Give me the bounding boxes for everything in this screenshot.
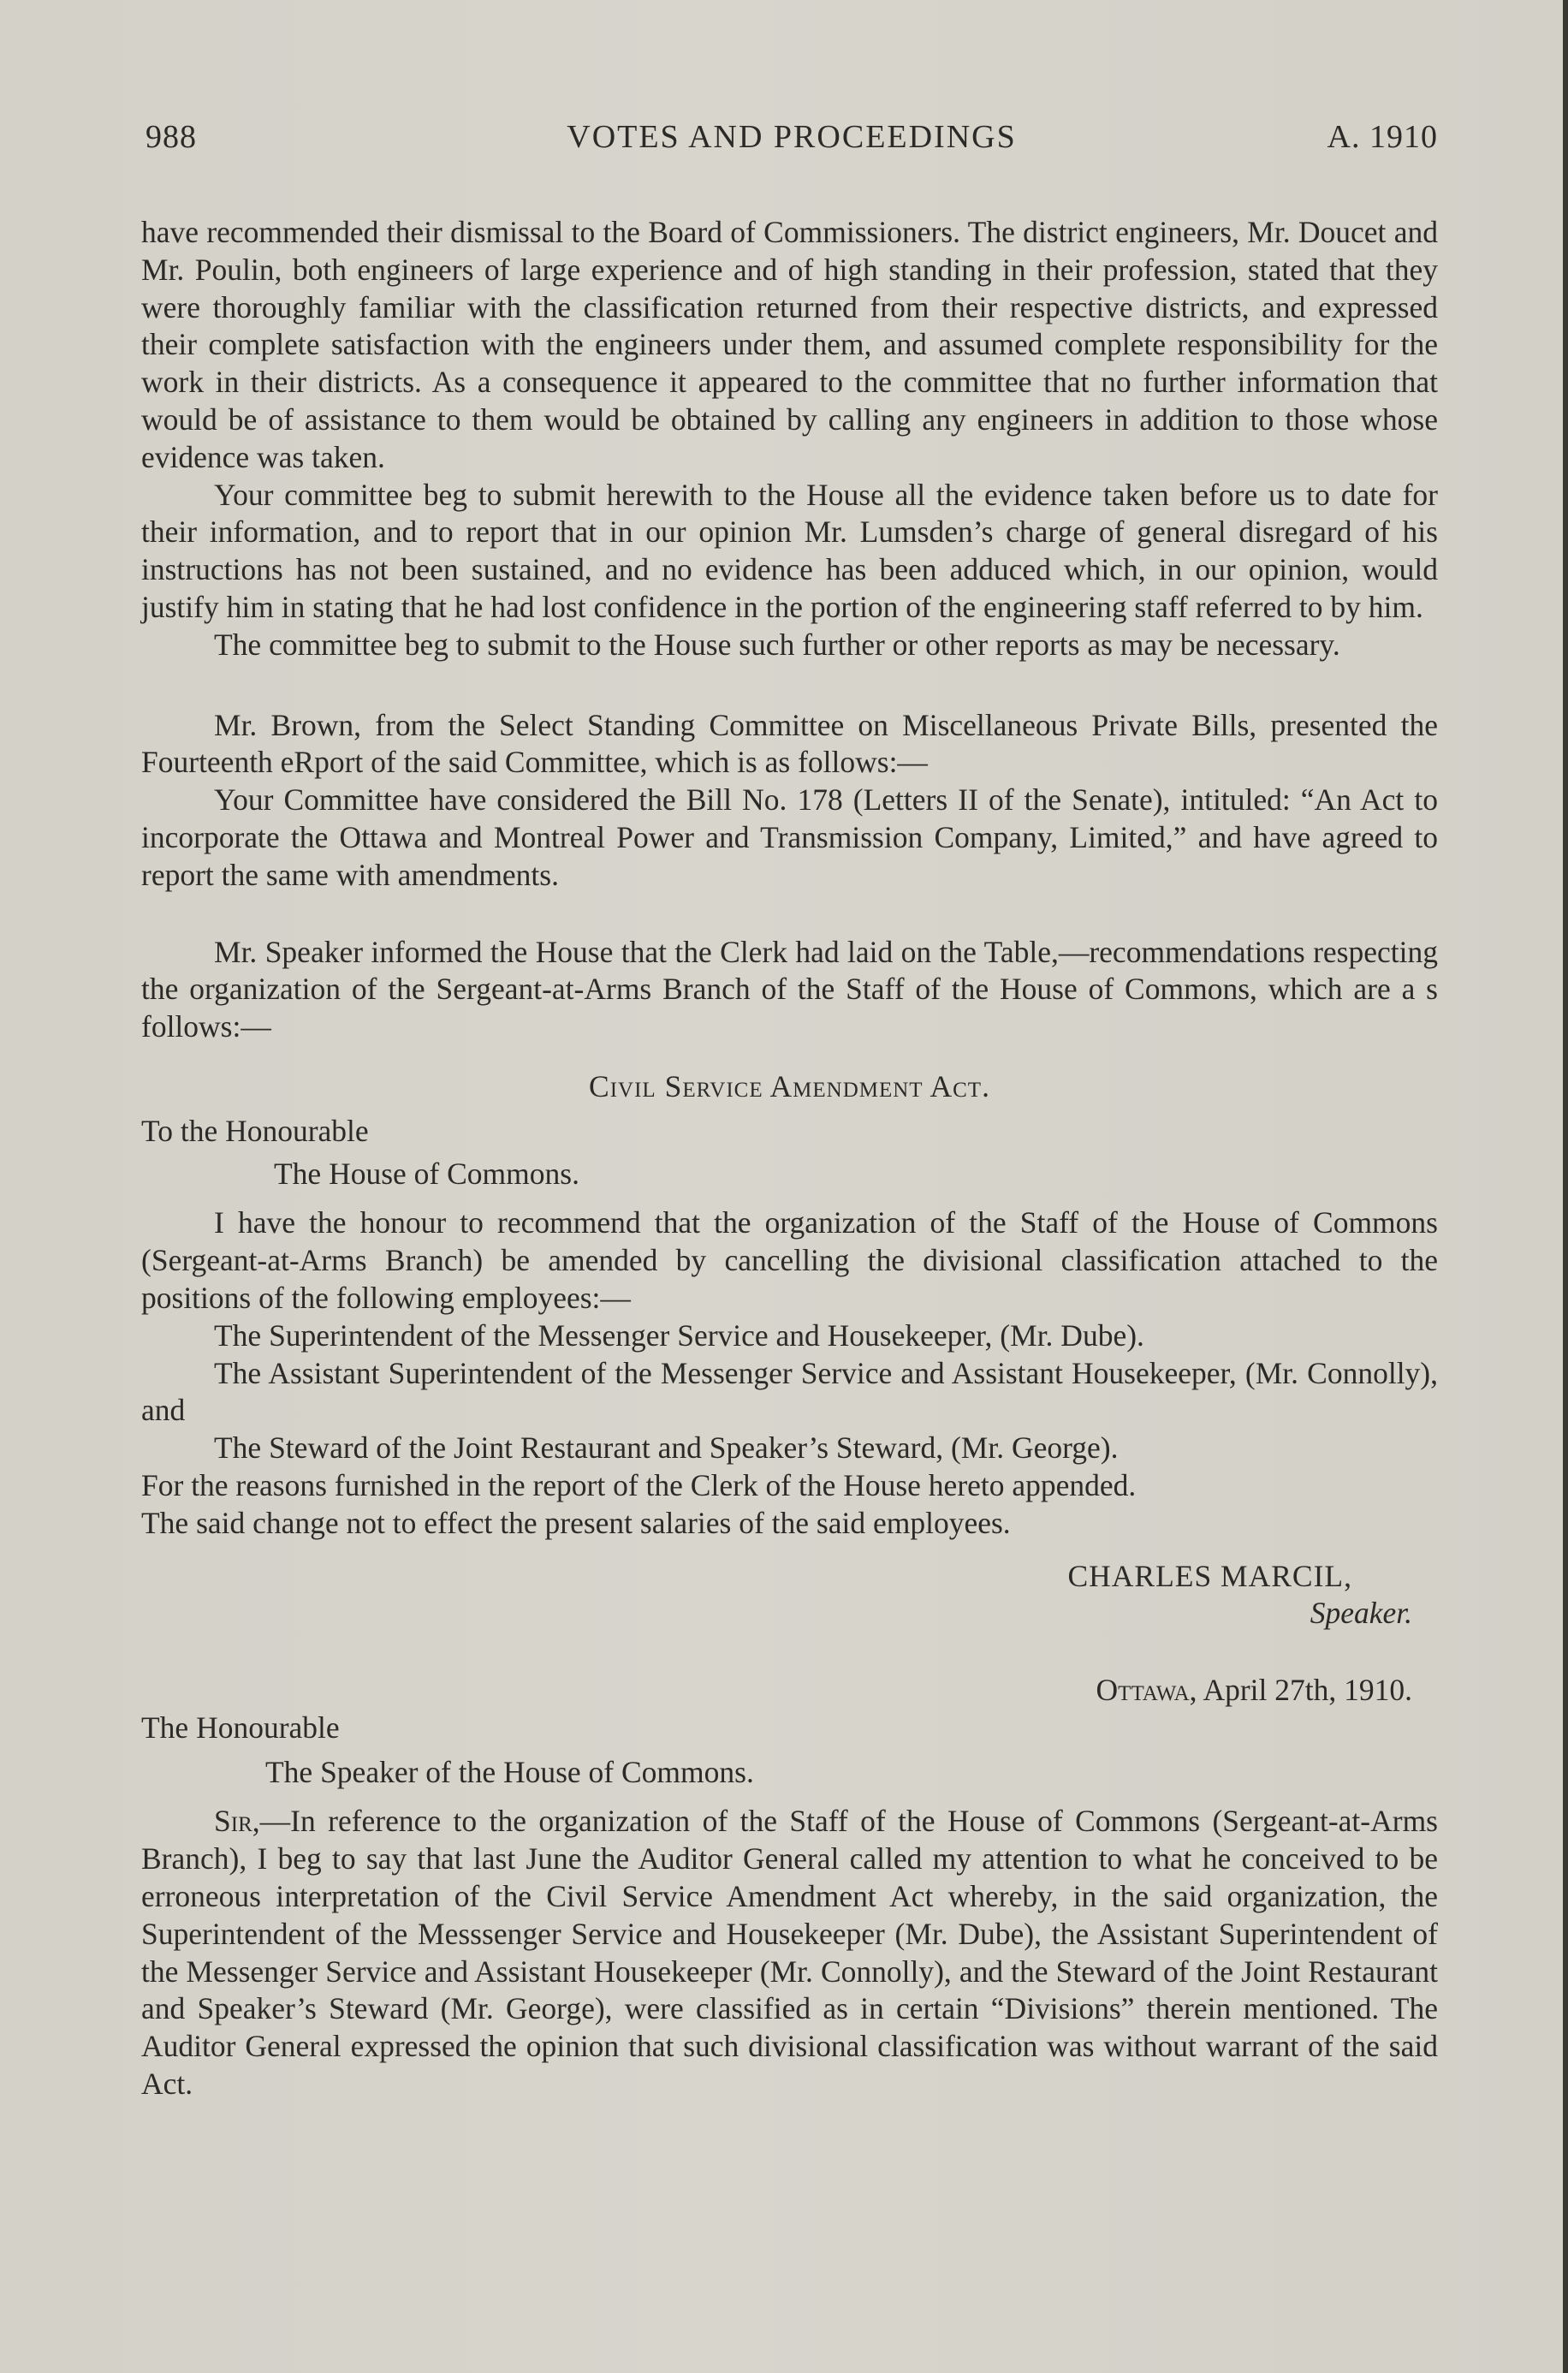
session-year: A. 1910 bbox=[1327, 119, 1438, 155]
signature-title: Speaker. bbox=[1310, 1596, 1412, 1631]
paragraph-speaker-informed: Mr. Speaker informed the House that the Clerk had laid on the Table,—recommendations respecting the organization of the Sergeant-at-Arms Branch of the Staff of the House of Commons, which are a s follows:— bbox=[141, 934, 1438, 1044]
letter-text: —In reference to the organization of the Staff of the House of Commons (Sergeant-at-Arms Branch), I beg to say that last June the Auditor General called my attention to what he conceived to be erroneous interpretation of the Civil Service Amendment Act whereby, in the said organization, the Superintendent of the Messsenger Service and Housekeeper (Mr. Dube), the Assistant Superintendent of the Messenger Service and Assistant Housekeeper (Mr. Connolly), and the Steward of the Joint Restaurant and Speaker’s Steward (Mr. George), were classified as in certain “Divisions” therein mentioned. The Auditor General expressed the opinion that such divisional classification was without warrant of the said Act. bbox=[141, 1804, 1438, 2102]
address-line: The Speaker of the House of Commons. bbox=[265, 1754, 754, 1789]
paragraph-brown-report: Mr. Brown, from the Select Standing Committee on Miscellaneous Private Bills, presented the Fourteenth eRport of the said Committee, which is as follows:— bbox=[141, 707, 1438, 780]
page-body bbox=[141, 214, 1438, 2103]
address-line: To the Honourable bbox=[141, 1113, 369, 1148]
paragraph-salaries: The said change not to effect the present salaries of the said employees. bbox=[141, 1505, 1011, 1540]
paragraph-committee-report: Your committee beg to submit herewith to the House all the evidence taken before us to date for their information, and to report that in our opinion Mr. Lumsden’s charge of general disregard of his instructions has not been sustained, and no evidence has been adduced which, in our opinion, would justify him in stating that he had lost confidence in the portion of the engineering staff referred to by him. bbox=[141, 477, 1438, 624]
paragraph-recommendation: I have the honour to recommend that the organization of the Staff of the House of Commons (Sergeant-at-Arms Branch) be amended by cancelling the divisional classification attached to the positions of the following employees:— bbox=[141, 1205, 1438, 1315]
paragraph-committee-findings: have recommended their dismissal to the Board of Commissioners. The district engineers, Mr. Doucet and Mr. Poulin, both engineers of large experience and of high standing in their profession, stated that they were thoroughly familiar with the classification returned from their respective districts, and expressed their complete satisfaction with the engineers under them, and assumed complete responsibility for the work in their districts. As a consequence it appeared to the committee that no further information that would be of assistance to them would be obtained by calling any engineers in addition to those whose evidence was taken. bbox=[141, 215, 1438, 474]
address-line: The House of Commons. bbox=[274, 1156, 579, 1191]
address-line: The Honourable bbox=[141, 1710, 340, 1745]
list-item-employee: The Assistant Superintendent of the Messenger Service and Assistant Housekeeper, (Mr. Connolly), and bbox=[141, 1355, 1438, 1428]
page-number: 988 bbox=[146, 119, 197, 155]
signature-name: CHARLES MARCIL, bbox=[1067, 1558, 1352, 1593]
running-title: VOTES AND PROCEEDINGS bbox=[567, 119, 1017, 155]
list-item-employee: The Steward of the Joint Restaurant and Speaker’s Steward, (Mr. George). bbox=[214, 1430, 1119, 1466]
section-title: Civil Service Amendment Act. bbox=[589, 1068, 990, 1103]
page-header bbox=[146, 118, 1438, 170]
dateline bbox=[141, 1672, 1412, 1710]
paragraph-letter-body bbox=[141, 1803, 1438, 2102]
dateline-date: April 27th, 1910. bbox=[1197, 1673, 1412, 1708]
paragraph-bill-178: Your Committee have considered the Bill No. 178 (Letters II of the Senate), intituled: “An Act to incorporate the Ottawa and Montreal Power and Transmission Company, Limited,” and have agreed to report the same with amendments. bbox=[141, 782, 1438, 892]
paragraph-reasons: For the reasons furnished in the report of the Clerk of the House hereto appended. bbox=[141, 1467, 1137, 1502]
salutation: Sir, bbox=[214, 1804, 260, 1839]
paragraph-further-reports: The committee beg to submit to the House such further or other reports as may be necessary. bbox=[214, 627, 1340, 662]
dateline-place: Ottawa, bbox=[1096, 1673, 1197, 1708]
page-edge-shadow bbox=[1563, 0, 1568, 2373]
list-item-employee: The Superintendent of the Messenger Service and Housekeeper, (Mr. Dube). bbox=[214, 1317, 1144, 1353]
